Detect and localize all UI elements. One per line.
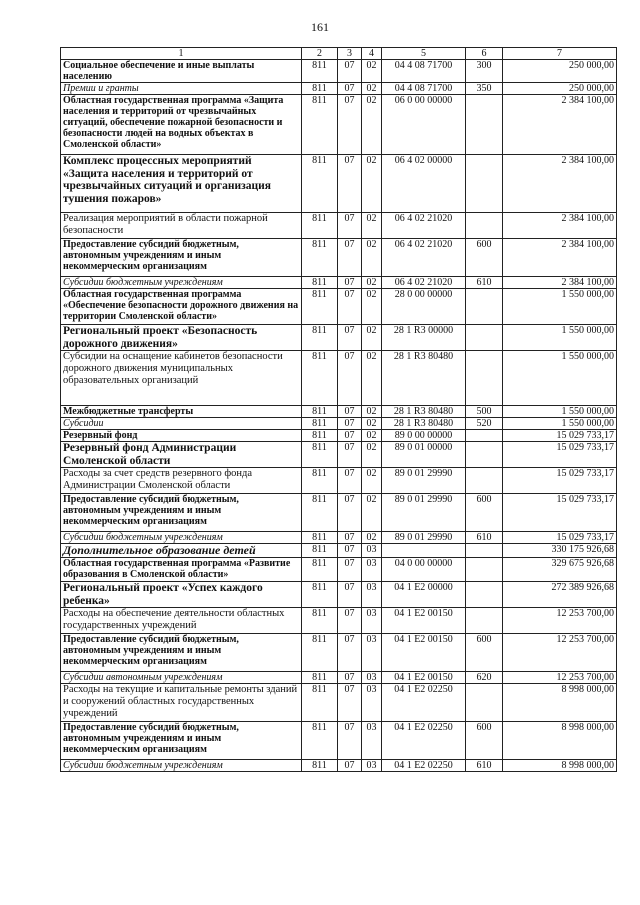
row-code-subsection: 02	[362, 351, 382, 406]
row-code-target: 06 4 02 21020	[382, 239, 466, 277]
row-code-expense-type: 600	[466, 634, 503, 672]
header-cell: 3	[338, 48, 362, 60]
row-code-ministry: 811	[302, 634, 338, 672]
table-row	[61, 582, 617, 608]
table-row	[61, 95, 617, 155]
row-code-expense-type	[466, 155, 503, 213]
row-code-ministry: 811	[302, 60, 338, 83]
row-name: Субсидии бюджетным учреждениям	[61, 532, 302, 544]
row-code-expense-type: 600	[466, 722, 503, 760]
row-code-subsection: 02	[362, 442, 382, 468]
row-code-target: 04 4 08 71700	[382, 60, 466, 83]
row-code-section: 07	[338, 582, 362, 608]
row-code-subsection: 03	[362, 672, 382, 684]
row-name: Резервный фонд Администрации Смоленской области	[61, 442, 302, 468]
row-code-section: 07	[338, 289, 362, 325]
row-code-ministry: 811	[302, 325, 338, 351]
row-code-section: 07	[338, 430, 362, 442]
row-name: Расходы на текущие и капитальные ремонты зданий и сооружений областных государственных учреждений	[61, 684, 302, 722]
row-code-expense-type: 610	[466, 760, 503, 772]
row-code-subsection: 02	[362, 289, 382, 325]
table-row	[61, 406, 617, 418]
row-sum: 272 389 926,68	[503, 582, 617, 608]
header-cell: 6	[466, 48, 503, 60]
row-name: Реализация мероприятий в области пожарной безопасности	[61, 213, 302, 239]
row-code-expense-type	[466, 430, 503, 442]
header-cell: 4	[362, 48, 382, 60]
row-code-ministry: 811	[302, 532, 338, 544]
row-code-ministry: 811	[302, 213, 338, 239]
row-code-ministry: 811	[302, 289, 338, 325]
table-row	[61, 277, 617, 289]
table-row	[61, 760, 617, 772]
row-code-ministry: 811	[302, 351, 338, 406]
row-code-subsection: 02	[362, 60, 382, 83]
row-name: Предоставление субсидий бюджетным, автономным учреждениям и иным некоммерческим организациям	[61, 634, 302, 672]
row-code-subsection: 02	[362, 95, 382, 155]
row-code-target: 28 1 R3 80480	[382, 418, 466, 430]
header-cell: 1	[61, 48, 302, 60]
row-code-subsection: 02	[362, 430, 382, 442]
row-code-ministry: 811	[302, 672, 338, 684]
row-code-target: 04 1 E2 00000	[382, 582, 466, 608]
row-sum: 8 998 000,00	[503, 760, 617, 772]
row-sum: 15 029 733,17	[503, 494, 617, 532]
row-sum: 15 029 733,17	[503, 532, 617, 544]
row-sum: 330 175 926,68	[503, 544, 617, 558]
row-code-expense-type: 520	[466, 418, 503, 430]
row-sum: 250 000,00	[503, 83, 617, 95]
row-code-expense-type	[466, 608, 503, 634]
row-name: Расходы на обеспечение деятельности областных государственных учреждений	[61, 608, 302, 634]
row-sum: 2 384 100,00	[503, 239, 617, 277]
row-sum: 15 029 733,17	[503, 442, 617, 468]
row-code-target: 28 1 R3 00000	[382, 325, 466, 351]
table-row	[61, 430, 617, 442]
table-header-row	[61, 48, 617, 60]
row-code-ministry: 811	[302, 760, 338, 772]
row-code-ministry: 811	[302, 83, 338, 95]
table-row	[61, 634, 617, 672]
row-sum: 1 550 000,00	[503, 418, 617, 430]
row-code-ministry: 811	[302, 430, 338, 442]
row-code-target: 28 0 00 00000	[382, 289, 466, 325]
row-sum: 15 029 733,17	[503, 468, 617, 494]
table-row	[61, 442, 617, 468]
row-code-section: 07	[338, 95, 362, 155]
row-code-expense-type	[466, 325, 503, 351]
table-row	[61, 60, 617, 83]
row-sum: 8 998 000,00	[503, 722, 617, 760]
table-row	[61, 289, 617, 325]
row-code-target: 04 1 E2 02250	[382, 684, 466, 722]
row-code-section: 07	[338, 760, 362, 772]
row-sum: 1 550 000,00	[503, 406, 617, 418]
row-name: Субсидии автономным учреждениям	[61, 672, 302, 684]
row-code-section: 07	[338, 558, 362, 582]
budget-table	[60, 47, 617, 772]
row-code-ministry: 811	[302, 442, 338, 468]
row-sum: 8 998 000,00	[503, 684, 617, 722]
row-sum: 12 253 700,00	[503, 672, 617, 684]
row-code-target: 04 1 E2 02250	[382, 760, 466, 772]
row-code-section: 07	[338, 83, 362, 95]
row-code-target: 04 1 E2 02250	[382, 722, 466, 760]
row-name: Межбюджетные трансферты	[61, 406, 302, 418]
header-cell: 7	[503, 48, 617, 60]
row-code-section: 07	[338, 277, 362, 289]
table-row	[61, 494, 617, 532]
row-code-target: 89 0 00 00000	[382, 430, 466, 442]
row-sum: 329 675 926,68	[503, 558, 617, 582]
row-code-target: 89 0 01 29990	[382, 494, 466, 532]
page-number: 161	[311, 20, 329, 34]
row-code-section: 07	[338, 418, 362, 430]
row-code-expense-type	[466, 213, 503, 239]
row-code-ministry: 811	[302, 544, 338, 558]
row-code-target: 06 4 02 00000	[382, 155, 466, 213]
row-code-ministry: 811	[302, 494, 338, 532]
row-code-subsection: 02	[362, 494, 382, 532]
row-sum: 2 384 100,00	[503, 155, 617, 213]
row-name: Социальное обеспечение и иные выплаты населению	[61, 60, 302, 83]
row-code-subsection: 03	[362, 684, 382, 722]
row-name: Предоставление субсидий бюджетным, автономным учреждениям и иным некоммерческим организациям	[61, 239, 302, 277]
row-code-expense-type	[466, 468, 503, 494]
table-row	[61, 239, 617, 277]
row-code-target	[382, 544, 466, 558]
row-code-section: 07	[338, 155, 362, 213]
row-code-expense-type: 350	[466, 83, 503, 95]
row-code-target: 04 1 E2 00150	[382, 634, 466, 672]
row-code-subsection: 02	[362, 239, 382, 277]
row-code-section: 07	[338, 406, 362, 418]
row-code-target: 06 0 00 00000	[382, 95, 466, 155]
row-name: Субсидии бюджетным учреждениям	[61, 277, 302, 289]
row-sum: 2 384 100,00	[503, 213, 617, 239]
table-row	[61, 544, 617, 558]
row-code-section: 07	[338, 608, 362, 634]
table-row	[61, 351, 617, 406]
row-code-expense-type	[466, 582, 503, 608]
row-name: Субсидии на оснащение кабинетов безопасности дорожного движения муниципальных образовательных организаций	[61, 351, 302, 406]
row-code-target: 89 0 01 00000	[382, 442, 466, 468]
row-sum: 1 550 000,00	[503, 325, 617, 351]
header-cell: 2	[302, 48, 338, 60]
row-code-expense-type: 620	[466, 672, 503, 684]
row-code-target: 04 0 00 00000	[382, 558, 466, 582]
row-name: Региональный проект «Успех каждого ребенка»	[61, 582, 302, 608]
row-code-subsection: 02	[362, 83, 382, 95]
table-row	[61, 155, 617, 213]
row-code-target: 89 0 01 29990	[382, 468, 466, 494]
row-code-ministry: 811	[302, 239, 338, 277]
row-code-expense-type	[466, 558, 503, 582]
row-name: Премии и гранты	[61, 83, 302, 95]
row-code-target: 28 1 R3 80480	[382, 351, 466, 406]
row-code-section: 07	[338, 213, 362, 239]
row-name: Расходы за счет средств резервного фонда Администрации Смоленской области	[61, 468, 302, 494]
row-code-expense-type	[466, 684, 503, 722]
row-name: Резервный фонд	[61, 430, 302, 442]
row-code-ministry: 811	[302, 418, 338, 430]
table-row	[61, 83, 617, 95]
row-code-target: 06 4 02 21020	[382, 277, 466, 289]
row-code-subsection: 02	[362, 325, 382, 351]
row-code-target: 89 0 01 29990	[382, 532, 466, 544]
row-code-subsection: 02	[362, 532, 382, 544]
row-code-subsection: 03	[362, 608, 382, 634]
row-sum: 15 029 733,17	[503, 430, 617, 442]
row-sum: 1 550 000,00	[503, 351, 617, 406]
row-code-subsection: 02	[362, 277, 382, 289]
row-sum: 250 000,00	[503, 60, 617, 83]
row-code-expense-type: 500	[466, 406, 503, 418]
row-code-expense-type: 300	[466, 60, 503, 83]
row-name: Областная государственная программа «Развитие образования в Смоленской области»	[61, 558, 302, 582]
row-name: Предоставление субсидий бюджетным, автономным учреждениям и иным некоммерческим организациям	[61, 722, 302, 760]
row-code-section: 07	[338, 60, 362, 83]
table-row	[61, 608, 617, 634]
table-row	[61, 213, 617, 239]
row-code-target: 04 4 08 71700	[382, 83, 466, 95]
row-code-ministry: 811	[302, 155, 338, 213]
row-code-subsection: 02	[362, 468, 382, 494]
table-row	[61, 532, 617, 544]
row-code-subsection: 03	[362, 760, 382, 772]
row-code-ministry: 811	[302, 468, 338, 494]
row-code-section: 07	[338, 544, 362, 558]
row-code-ministry: 811	[302, 558, 338, 582]
row-code-ministry: 811	[302, 406, 338, 418]
table-row	[61, 684, 617, 722]
row-code-expense-type	[466, 351, 503, 406]
row-code-expense-type	[466, 289, 503, 325]
row-name: Комплекс процессных мероприятий «Защита населения и территорий от чрезвычайных ситуаций и организация тушения пожаров»	[61, 155, 302, 213]
row-code-section: 07	[338, 442, 362, 468]
header-cell: 5	[382, 48, 466, 60]
table-row	[61, 468, 617, 494]
row-code-expense-type: 600	[466, 239, 503, 277]
table-row	[61, 558, 617, 582]
row-code-subsection: 03	[362, 558, 382, 582]
row-name: Областная государственная программа «Защита населения и территорий от чрезвычайных ситуаций, обеспечение пожарной безопасности и безопасности людей на водных объектах в Смоленской области»	[61, 95, 302, 155]
table-row	[61, 672, 617, 684]
row-sum: 12 253 700,00	[503, 608, 617, 634]
row-code-subsection: 03	[362, 722, 382, 760]
row-code-ministry: 811	[302, 582, 338, 608]
row-code-section: 07	[338, 532, 362, 544]
row-code-target: 28 1 R3 80480	[382, 406, 466, 418]
row-code-ministry: 811	[302, 95, 338, 155]
row-code-ministry: 811	[302, 684, 338, 722]
row-code-expense-type	[466, 544, 503, 558]
row-code-subsection: 02	[362, 213, 382, 239]
row-code-section: 07	[338, 684, 362, 722]
row-code-target: 06 4 02 21020	[382, 213, 466, 239]
row-code-subsection: 02	[362, 406, 382, 418]
row-name: Областная государственная программа «Обеспечение безопасности дорожного движения на территории Смоленской области»	[61, 289, 302, 325]
row-code-ministry: 811	[302, 277, 338, 289]
row-sum: 2 384 100,00	[503, 95, 617, 155]
row-code-section: 07	[338, 672, 362, 684]
row-code-section: 07	[338, 351, 362, 406]
row-name: Региональный проект «Безопасность дорожного движения»	[61, 325, 302, 351]
row-sum: 1 550 000,00	[503, 289, 617, 325]
row-code-subsection: 02	[362, 155, 382, 213]
row-code-target: 04 1 E2 00150	[382, 608, 466, 634]
row-code-subsection: 03	[362, 634, 382, 672]
row-code-subsection: 03	[362, 544, 382, 558]
row-code-expense-type: 600	[466, 494, 503, 532]
row-code-ministry: 811	[302, 608, 338, 634]
row-code-subsection: 03	[362, 582, 382, 608]
row-code-section: 07	[338, 722, 362, 760]
row-code-expense-type: 610	[466, 532, 503, 544]
row-code-expense-type	[466, 442, 503, 468]
row-code-expense-type: 610	[466, 277, 503, 289]
row-code-section: 07	[338, 634, 362, 672]
row-name: Субсидии	[61, 418, 302, 430]
row-code-expense-type	[466, 95, 503, 155]
row-name: Субсидии бюджетным учреждениям	[61, 760, 302, 772]
table-row	[61, 722, 617, 760]
row-code-ministry: 811	[302, 722, 338, 760]
row-sum: 2 384 100,00	[503, 277, 617, 289]
row-code-target: 04 1 E2 00150	[382, 672, 466, 684]
row-code-section: 07	[338, 494, 362, 532]
row-code-section: 07	[338, 325, 362, 351]
row-sum: 12 253 700,00	[503, 634, 617, 672]
table-row	[61, 418, 617, 430]
row-code-section: 07	[338, 239, 362, 277]
table-row	[61, 325, 617, 351]
row-name: Дополнительное образование детей	[61, 544, 302, 558]
row-name: Предоставление субсидий бюджетным, автономным учреждениям и иным некоммерческим организациям	[61, 494, 302, 532]
row-code-section: 07	[338, 468, 362, 494]
row-code-subsection: 02	[362, 418, 382, 430]
